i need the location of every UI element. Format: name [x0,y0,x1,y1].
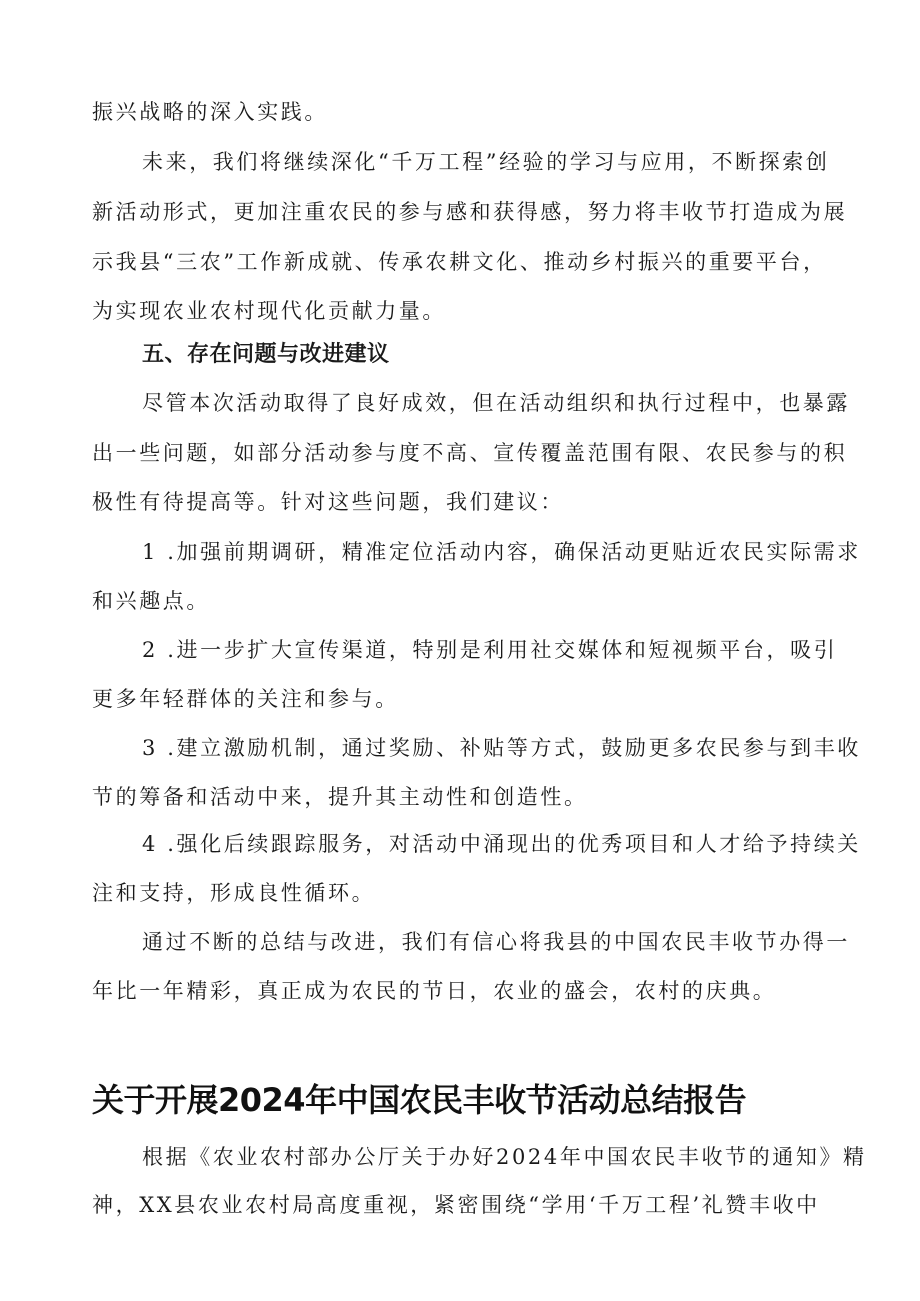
section-heading: 五、存在问题与改进建议 [142,342,390,367]
paragraph-line: 出一些问题，如部分活动参与度不高、宣传覆盖范围有限、农民参与的积 [92,441,848,465]
list-item-line: 1 .加强前期调研，精准定位活动内容，确保活动更贴近农民实际需求 [142,540,861,564]
paragraph-line: 神，XX县农业农村局高度重视，紧密围绕“学用‘千万工程’礼赞丰收中 [92,1193,820,1217]
paragraph-line: 极性有待提高等。针对这些问题，我们建议： [92,490,564,514]
list-item-line: 节的筹备和活动中来，提升其主动性和创造性。 [92,785,588,809]
list-item-line: 3 .建立激励机制，通过奖励、补贴等方式，鼓励更多农民参与到丰收 [142,736,861,760]
paragraph-line: 示我县“三农”工作新成就、传承农耕文化、推动乡村振兴的重要平台， [92,250,827,274]
list-item-line: 4 .强化后续跟踪服务，对活动中涌现出的优秀项目和人才给予持续关 [142,832,861,856]
paragraph-line: 新活动形式，更加注重农民的参与感和获得感，努力将丰收节打造成为展 [92,200,848,224]
report-title: 关于开展2024年中国农民丰收节活动总结报告 [92,1081,747,1119]
paragraph-line: 年比一年精彩，真正成为农民的节日，农业的盛会，农村的庆典。 [92,979,777,1003]
list-item-line: 注和支持，形成良性循环。 [92,881,376,905]
list-item-line: 2 .进一步扩大宣传渠道，特别是利用社交媒体和短视频平台，吸引 [142,638,838,662]
list-item-line: 更多年轻群体的关注和参与。 [92,687,399,711]
paragraph-line: 为实现农业农村现代化贡献力量。 [92,299,446,323]
paragraph-line: 尽管本次活动取得了良好成效，但在活动组织和执行过程中，也暴露 [142,391,850,415]
list-item-line: 和兴趣点。 [92,589,210,613]
paragraph-line: 未来，我们将继续深化“千万工程”经验的学习与应用，不断探索创 [142,150,830,174]
paragraph-line: 通过不断的总结与改进，我们有信心将我县的中国农民丰收节办得一 [142,930,850,954]
paragraph-line: 根据《农业农村部办公厅关于办好2024年中国农民丰收节的通知》精 [142,1145,867,1169]
paragraph-line: 振兴战略的深入实践。 [92,100,328,124]
